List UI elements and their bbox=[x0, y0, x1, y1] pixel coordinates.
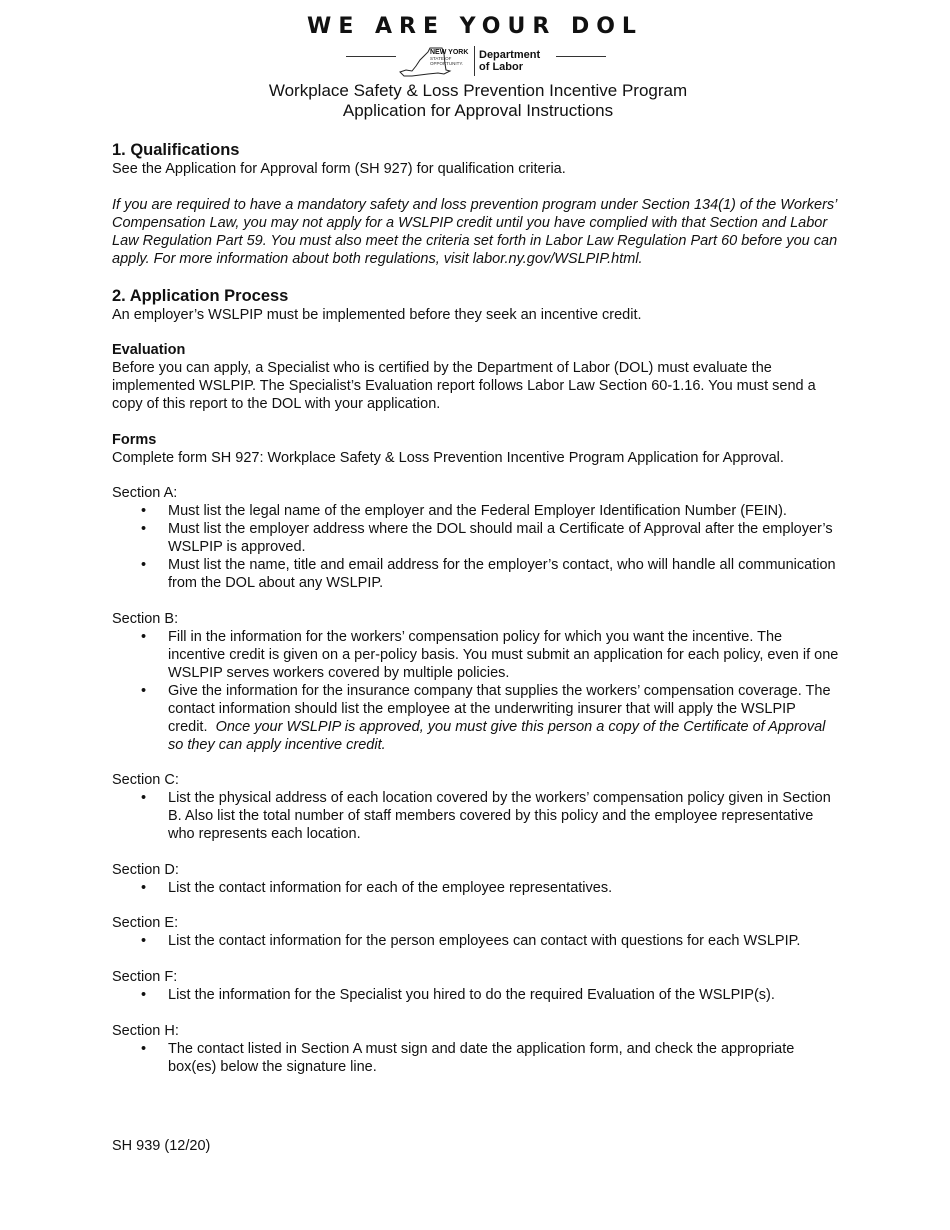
document-body bbox=[112, 140, 842, 1076]
ny-logo-line2: STATE OF bbox=[430, 56, 452, 61]
section-d-label: Section D: bbox=[112, 862, 179, 878]
evaluation-text: Before you can apply, a Specialist who is certified by the Department of Labor (DOL) must evaluate the implemented WSLPIP. The Specialist’s Evaluation report follows Labor Law Section 60-1.16. You must send a copy of this report to the DOL with your application. bbox=[112, 360, 816, 412]
section-b-item2-text: Give the information for the insurance company that supplies the workers’ compensation coverage. The contact information should list the employee at the underwriting insurer that will apply the WSLPIP credit. bbox=[168, 683, 831, 735]
list-item: • List the physical address of each location covered by the workers’ compensation policy given in Section B. Also list the total number of staff members covered by this policy and the employee representative who represents each location. bbox=[112, 789, 842, 843]
department-line2: of Labor bbox=[479, 61, 523, 73]
qualifications-text: See the Application for Approval form (SH 927) for qualification criteria. bbox=[112, 161, 566, 177]
brand-title: WE ARE YOUR DOL bbox=[307, 14, 643, 39]
ny-logo-text: NEW YORK bbox=[430, 49, 469, 56]
section-a-label: Section A: bbox=[112, 485, 178, 501]
forms-heading: Forms bbox=[112, 432, 157, 448]
qualifications-note: If you are required to have a mandatory safety and loss prevention program under Section 134(1) of the Workers’ Compensation Law, you may not apply for a WSLPIP credit until you have complied with that Section and Labor Law Regulation Part 59. You must also meet the criteria set forth in Labor Law Regulation Part 60 before you can apply. For more information about both regulations, visit labor.ny.gov/WSLPIP.html. bbox=[112, 197, 838, 267]
evaluation-heading: Evaluation bbox=[112, 342, 186, 358]
section-c-list bbox=[112, 789, 842, 843]
ny-logo-line3: OPPORTUNITY. bbox=[430, 61, 464, 66]
department-logo-text bbox=[479, 49, 540, 73]
section-b-label: Section B: bbox=[112, 611, 179, 627]
list-item: • Must list the name, title and email address for the employer’s contact, who will handle all communication from the DOL about any WSLPIP. bbox=[112, 556, 842, 592]
section-h-list bbox=[112, 1040, 842, 1076]
dol-logo bbox=[0, 44, 950, 78]
document-title: Application for Approval Instructions bbox=[342, 101, 614, 120]
application-process-text: An employer’s WSLPIP must be implemented before they seek an incentive credit. bbox=[112, 307, 642, 323]
logo-rule-right bbox=[556, 56, 606, 57]
section-c-label: Section C: bbox=[112, 772, 179, 788]
department-line1: Department bbox=[479, 49, 541, 61]
logo-rule-left bbox=[346, 56, 396, 57]
section-e-label: Section E: bbox=[112, 915, 179, 931]
list-item: • Must list the employer address where the DOL should mail a Certificate of Approval after the employer’s WSLPIP is approved. bbox=[112, 520, 842, 556]
list-item: • Fill in the information for the workers’ compensation policy for which you want the incentive. The incentive credit is given on a per-policy basis. You must submit an application for each policy, even if one WSLPIP serves workers covered by multiple policies. bbox=[112, 628, 842, 682]
logo-divider bbox=[474, 46, 475, 76]
section-b-item2-italic: Once your WSLPIP is approved, you must give this person a copy of the Certificate of Approval so they can apply incentive credit. bbox=[168, 719, 826, 753]
program-title: Workplace Safety & Loss Prevention Incentive Program bbox=[268, 81, 688, 100]
list-item: • The contact listed in Section A must sign and date the application form, and check the appropriate box(es) below the signature line. bbox=[112, 1040, 842, 1076]
list-item: • List the contact information for the person employees can contact with questions for each WSLPIP. bbox=[112, 932, 842, 950]
list-item bbox=[112, 682, 842, 754]
section-d-list bbox=[112, 879, 842, 897]
list-item: • List the contact information for each of the employee representatives. bbox=[112, 879, 842, 897]
ny-logo-subtext bbox=[430, 56, 463, 66]
list-item: • List the information for the Specialist you hired to do the required Evaluation of the WSLPIP(s). bbox=[112, 986, 842, 1004]
list-item: • Must list the legal name of the employer and the Federal Employer Identification Number (FEIN). bbox=[112, 502, 842, 520]
section-f-label: Section F: bbox=[112, 969, 178, 985]
form-code: SH 939 (12/20) bbox=[112, 1138, 211, 1154]
qualifications-heading: 1. Qualifications bbox=[112, 141, 240, 159]
section-h-label: Section H: bbox=[112, 1023, 179, 1039]
section-e-list bbox=[112, 932, 842, 950]
section-f-list bbox=[112, 986, 842, 1004]
forms-text: Complete form SH 927: Workplace Safety & Loss Prevention Incentive Program Application for Approval. bbox=[112, 450, 784, 466]
application-process-heading: 2. Application Process bbox=[112, 287, 289, 305]
section-b-list bbox=[112, 628, 842, 754]
section-a-list bbox=[112, 502, 842, 592]
